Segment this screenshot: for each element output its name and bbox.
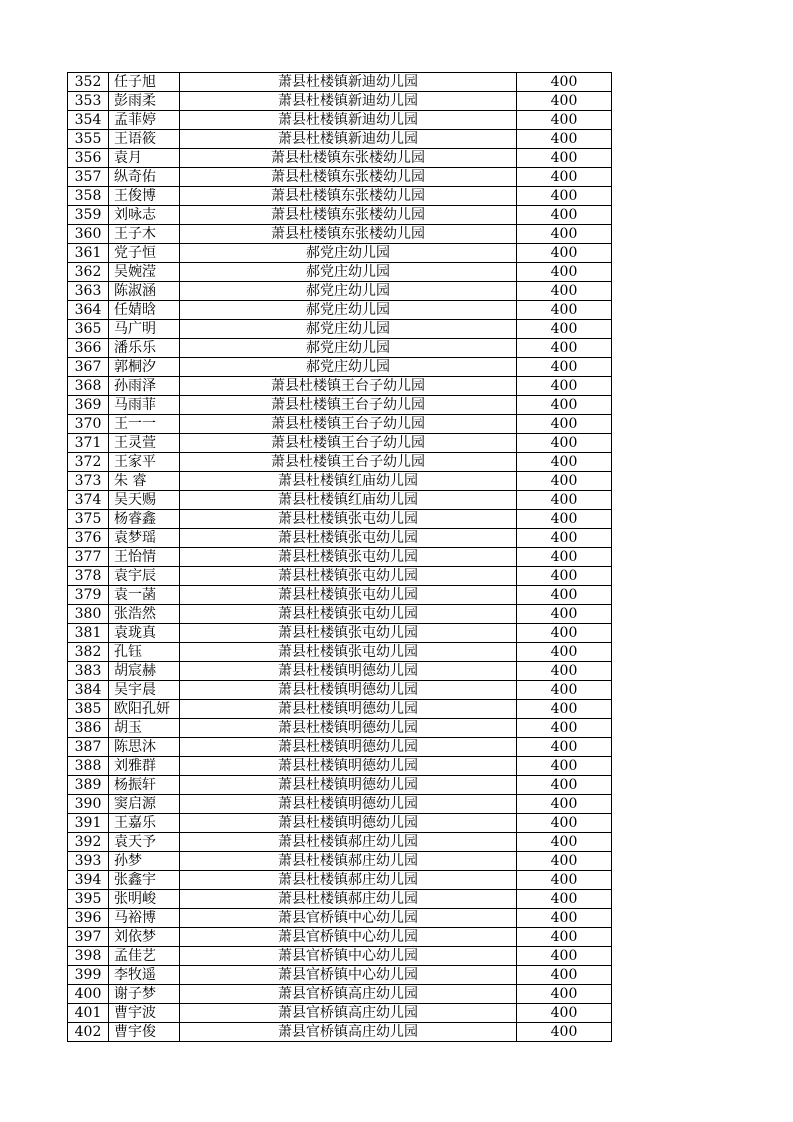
amount-cell: 400	[517, 149, 612, 168]
kindergarten-cell: 萧县官桥镇中心幼儿园	[180, 966, 517, 985]
table-row	[68, 130, 612, 149]
table-row	[68, 871, 612, 890]
row-number-cell: 356	[68, 149, 109, 168]
row-number-cell: 371	[68, 434, 109, 453]
amount-cell: 400	[517, 529, 612, 548]
amount-cell: 400	[517, 377, 612, 396]
table-row	[68, 738, 612, 757]
amount-cell: 400	[517, 320, 612, 339]
amount-cell: 400	[517, 814, 612, 833]
table-row	[68, 928, 612, 947]
row-number-cell: 359	[68, 206, 109, 225]
table-row	[68, 776, 612, 795]
row-number-cell: 376	[68, 529, 109, 548]
child-name-cell: 王灵萱	[109, 434, 180, 453]
kindergarten-cell: 萧县杜楼镇东张楼幼儿园	[180, 149, 517, 168]
kindergarten-cell: 萧县杜楼镇东张楼幼儿园	[180, 168, 517, 187]
child-name-cell: 吴天赐	[109, 491, 180, 510]
child-name-cell: 朱 睿	[109, 472, 180, 491]
amount-cell: 400	[517, 985, 612, 1004]
row-number-cell: 358	[68, 187, 109, 206]
kindergarten-cell: 萧县杜楼镇明德幼儿园	[180, 776, 517, 795]
table-row	[68, 282, 612, 301]
kindergarten-cell: 萧县杜楼镇明德幼儿园	[180, 738, 517, 757]
kindergarten-cell: 萧县杜楼镇张屯幼儿园	[180, 510, 517, 529]
amount-cell: 400	[517, 510, 612, 529]
row-number-cell: 399	[68, 966, 109, 985]
row-number-cell: 360	[68, 225, 109, 244]
amount-cell: 400	[517, 776, 612, 795]
amount-cell: 400	[517, 396, 612, 415]
amount-cell: 400	[517, 92, 612, 111]
row-number-cell: 354	[68, 111, 109, 130]
kindergarten-cell: 萧县杜楼镇郝庄幼儿园	[180, 833, 517, 852]
table-row	[68, 472, 612, 491]
amount-cell: 400	[517, 586, 612, 605]
kindergarten-cell: 萧县杜楼镇郝庄幼儿园	[180, 852, 517, 871]
child-name-cell: 刘雅群	[109, 757, 180, 776]
table-row	[68, 814, 612, 833]
child-name-cell: 张明峻	[109, 890, 180, 909]
kindergarten-cell: 萧县官桥镇高庄幼儿园	[180, 985, 517, 1004]
child-name-cell: 孔钰	[109, 643, 180, 662]
child-name-cell: 胡宸赫	[109, 662, 180, 681]
table-row	[68, 263, 612, 282]
amount-cell: 400	[517, 909, 612, 928]
table-row	[68, 795, 612, 814]
amount-cell: 400	[517, 643, 612, 662]
table-row	[68, 1004, 612, 1023]
row-number-cell: 401	[68, 1004, 109, 1023]
table-row	[68, 624, 612, 643]
table-body	[68, 73, 612, 1042]
row-number-cell: 357	[68, 168, 109, 187]
kindergarten-cell: 萧县杜楼镇张屯幼儿园	[180, 643, 517, 662]
amount-cell: 400	[517, 225, 612, 244]
amount-cell: 400	[517, 719, 612, 738]
amount-cell: 400	[517, 111, 612, 130]
table-row	[68, 947, 612, 966]
amount-cell: 400	[517, 244, 612, 263]
table-row	[68, 529, 612, 548]
kindergarten-cell: 萧县官桥镇高庄幼儿园	[180, 1023, 517, 1042]
table-row	[68, 833, 612, 852]
amount-cell: 400	[517, 263, 612, 282]
table-row	[68, 909, 612, 928]
child-name-cell: 刘咏志	[109, 206, 180, 225]
child-name-cell: 马裕博	[109, 909, 180, 928]
table-row	[68, 548, 612, 567]
kindergarten-cell: 萧县杜楼镇明德幼儿园	[180, 757, 517, 776]
row-number-cell: 394	[68, 871, 109, 890]
child-name-cell: 谢子梦	[109, 985, 180, 1004]
kindergarten-cell: 萧县杜楼镇张屯幼儿园	[180, 529, 517, 548]
child-name-cell: 王语筱	[109, 130, 180, 149]
kindergarten-cell: 萧县官桥镇中心幼儿园	[180, 947, 517, 966]
amount-cell: 400	[517, 833, 612, 852]
row-number-cell: 378	[68, 567, 109, 586]
kindergarten-cell: 萧县杜楼镇明德幼儿园	[180, 814, 517, 833]
child-name-cell: 潘乐乐	[109, 339, 180, 358]
row-number-cell: 392	[68, 833, 109, 852]
kindergarten-cell: 萧县杜楼镇东张楼幼儿园	[180, 206, 517, 225]
subsidy-table	[67, 72, 612, 1042]
row-number-cell: 361	[68, 244, 109, 263]
amount-cell: 400	[517, 947, 612, 966]
amount-cell: 400	[517, 206, 612, 225]
table-row	[68, 206, 612, 225]
row-number-cell: 363	[68, 282, 109, 301]
child-name-cell: 杨振轩	[109, 776, 180, 795]
child-name-cell: 郭桐汐	[109, 358, 180, 377]
table-row	[68, 301, 612, 320]
row-number-cell: 393	[68, 852, 109, 871]
row-number-cell: 374	[68, 491, 109, 510]
kindergarten-cell: 萧县杜楼镇明德幼儿园	[180, 681, 517, 700]
amount-cell: 400	[517, 168, 612, 187]
table-row	[68, 681, 612, 700]
kindergarten-cell: 萧县杜楼镇红庙幼儿园	[180, 491, 517, 510]
row-number-cell: 386	[68, 719, 109, 738]
table-row	[68, 73, 612, 92]
table-row	[68, 415, 612, 434]
table-row	[68, 149, 612, 168]
child-name-cell: 彭雨柔	[109, 92, 180, 111]
kindergarten-cell: 萧县杜楼镇明德幼儿园	[180, 700, 517, 719]
row-number-cell: 367	[68, 358, 109, 377]
kindergarten-cell: 郝党庄幼儿园	[180, 320, 517, 339]
kindergarten-cell: 萧县杜楼镇张屯幼儿园	[180, 624, 517, 643]
kindergarten-cell: 萧县杜楼镇张屯幼儿园	[180, 586, 517, 605]
child-name-cell: 袁一菡	[109, 586, 180, 605]
row-number-cell: 388	[68, 757, 109, 776]
amount-cell: 400	[517, 1004, 612, 1023]
amount-cell: 400	[517, 605, 612, 624]
row-number-cell: 366	[68, 339, 109, 358]
kindergarten-cell: 萧县杜楼镇王台子幼儿园	[180, 453, 517, 472]
amount-cell: 400	[517, 1023, 612, 1042]
amount-cell: 400	[517, 339, 612, 358]
kindergarten-cell: 萧县杜楼镇明德幼儿园	[180, 662, 517, 681]
row-number-cell: 381	[68, 624, 109, 643]
child-name-cell: 曹宇俊	[109, 1023, 180, 1042]
row-number-cell: 382	[68, 643, 109, 662]
table-row	[68, 244, 612, 263]
child-name-cell: 孙雨泽	[109, 377, 180, 396]
child-name-cell: 欧阳孔妍	[109, 700, 180, 719]
child-name-cell: 王一一	[109, 415, 180, 434]
table-row	[68, 985, 612, 1004]
amount-cell: 400	[517, 491, 612, 510]
amount-cell: 400	[517, 187, 612, 206]
child-name-cell: 袁天予	[109, 833, 180, 852]
kindergarten-cell: 郝党庄幼儿园	[180, 263, 517, 282]
child-name-cell: 曹宇波	[109, 1004, 180, 1023]
kindergarten-cell: 萧县官桥镇高庄幼儿园	[180, 1004, 517, 1023]
child-name-cell: 袁月	[109, 149, 180, 168]
table-row	[68, 491, 612, 510]
table-row	[68, 168, 612, 187]
kindergarten-cell: 萧县官桥镇中心幼儿园	[180, 928, 517, 947]
table-row	[68, 92, 612, 111]
child-name-cell: 陈淑涵	[109, 282, 180, 301]
kindergarten-cell: 萧县杜楼镇东张楼幼儿园	[180, 225, 517, 244]
child-name-cell: 张浩然	[109, 605, 180, 624]
amount-cell: 400	[517, 662, 612, 681]
child-name-cell: 李牧遥	[109, 966, 180, 985]
row-number-cell: 383	[68, 662, 109, 681]
row-number-cell: 377	[68, 548, 109, 567]
row-number-cell: 369	[68, 396, 109, 415]
child-name-cell: 王子木	[109, 225, 180, 244]
row-number-cell: 397	[68, 928, 109, 947]
amount-cell: 400	[517, 567, 612, 586]
amount-cell: 400	[517, 73, 612, 92]
row-number-cell: 370	[68, 415, 109, 434]
kindergarten-cell: 萧县杜楼镇新迪幼儿园	[180, 111, 517, 130]
row-number-cell: 400	[68, 985, 109, 1004]
kindergarten-cell: 萧县杜楼镇东张楼幼儿园	[180, 187, 517, 206]
child-name-cell: 刘依梦	[109, 928, 180, 947]
amount-cell: 400	[517, 928, 612, 947]
child-name-cell: 王嘉乐	[109, 814, 180, 833]
kindergarten-cell: 萧县杜楼镇新迪幼儿园	[180, 130, 517, 149]
table-row	[68, 662, 612, 681]
child-name-cell: 马雨菲	[109, 396, 180, 415]
table-row	[68, 700, 612, 719]
table-row	[68, 510, 612, 529]
kindergarten-cell: 郝党庄幼儿园	[180, 358, 517, 377]
row-number-cell: 372	[68, 453, 109, 472]
child-name-cell: 任婧晗	[109, 301, 180, 320]
child-name-cell: 王怡情	[109, 548, 180, 567]
kindergarten-cell: 郝党庄幼儿园	[180, 339, 517, 358]
amount-cell: 400	[517, 434, 612, 453]
child-name-cell: 陈思沐	[109, 738, 180, 757]
child-name-cell: 张鑫宇	[109, 871, 180, 890]
amount-cell: 400	[517, 681, 612, 700]
row-number-cell: 355	[68, 130, 109, 149]
child-name-cell: 杨睿鑫	[109, 510, 180, 529]
kindergarten-cell: 郝党庄幼儿园	[180, 282, 517, 301]
table-row	[68, 111, 612, 130]
kindergarten-cell: 萧县杜楼镇张屯幼儿园	[180, 548, 517, 567]
child-name-cell: 袁宇辰	[109, 567, 180, 586]
amount-cell: 400	[517, 415, 612, 434]
table-row	[68, 719, 612, 738]
row-number-cell: 352	[68, 73, 109, 92]
child-name-cell: 窦启源	[109, 795, 180, 814]
amount-cell: 400	[517, 301, 612, 320]
row-number-cell: 389	[68, 776, 109, 795]
amount-cell: 400	[517, 700, 612, 719]
table-row	[68, 320, 612, 339]
table-row	[68, 852, 612, 871]
amount-cell: 400	[517, 472, 612, 491]
child-name-cell: 吴宇晨	[109, 681, 180, 700]
child-name-cell: 孟佳艺	[109, 947, 180, 966]
row-number-cell: 365	[68, 320, 109, 339]
amount-cell: 400	[517, 966, 612, 985]
child-name-cell: 孙梦	[109, 852, 180, 871]
kindergarten-cell: 萧县杜楼镇张屯幼儿园	[180, 605, 517, 624]
amount-cell: 400	[517, 358, 612, 377]
kindergarten-cell: 郝党庄幼儿园	[180, 244, 517, 263]
kindergarten-cell: 萧县杜楼镇明德幼儿园	[180, 719, 517, 738]
row-number-cell: 390	[68, 795, 109, 814]
table-row	[68, 966, 612, 985]
amount-cell: 400	[517, 453, 612, 472]
row-number-cell: 387	[68, 738, 109, 757]
child-name-cell: 马广明	[109, 320, 180, 339]
table-row	[68, 377, 612, 396]
table-row	[68, 453, 612, 472]
amount-cell: 400	[517, 852, 612, 871]
row-number-cell: 368	[68, 377, 109, 396]
kindergarten-cell: 萧县官桥镇中心幼儿园	[180, 909, 517, 928]
child-name-cell: 孟菲婷	[109, 111, 180, 130]
kindergarten-cell: 萧县杜楼镇王台子幼儿园	[180, 415, 517, 434]
table-row	[68, 586, 612, 605]
kindergarten-cell: 萧县杜楼镇红庙幼儿园	[180, 472, 517, 491]
child-name-cell: 吴婉滢	[109, 263, 180, 282]
row-number-cell: 362	[68, 263, 109, 282]
table-row	[68, 358, 612, 377]
row-number-cell: 402	[68, 1023, 109, 1042]
row-number-cell: 353	[68, 92, 109, 111]
row-number-cell: 398	[68, 947, 109, 966]
amount-cell: 400	[517, 130, 612, 149]
child-name-cell: 袁梦瑶	[109, 529, 180, 548]
table-row	[68, 890, 612, 909]
amount-cell: 400	[517, 890, 612, 909]
amount-cell: 400	[517, 795, 612, 814]
table-row	[68, 757, 612, 776]
table-row	[68, 1023, 612, 1042]
table-row	[68, 396, 612, 415]
child-name-cell: 胡玉	[109, 719, 180, 738]
table-row	[68, 605, 612, 624]
kindergarten-cell: 萧县杜楼镇新迪幼儿园	[180, 73, 517, 92]
child-name-cell: 袁珑真	[109, 624, 180, 643]
row-number-cell: 364	[68, 301, 109, 320]
row-number-cell: 395	[68, 890, 109, 909]
child-name-cell: 党子恒	[109, 244, 180, 263]
row-number-cell: 379	[68, 586, 109, 605]
kindergarten-cell: 萧县杜楼镇郝庄幼儿园	[180, 890, 517, 909]
kindergarten-cell: 萧县杜楼镇王台子幼儿园	[180, 377, 517, 396]
amount-cell: 400	[517, 871, 612, 890]
amount-cell: 400	[517, 757, 612, 776]
amount-cell: 400	[517, 624, 612, 643]
table-row	[68, 339, 612, 358]
kindergarten-cell: 萧县杜楼镇明德幼儿园	[180, 795, 517, 814]
child-name-cell: 王俊博	[109, 187, 180, 206]
kindergarten-cell: 萧县杜楼镇王台子幼儿园	[180, 434, 517, 453]
child-name-cell: 任子旭	[109, 73, 180, 92]
kindergarten-cell: 萧县杜楼镇张屯幼儿园	[180, 567, 517, 586]
child-name-cell: 纵奇佑	[109, 168, 180, 187]
row-number-cell: 375	[68, 510, 109, 529]
row-number-cell: 385	[68, 700, 109, 719]
table-row	[68, 225, 612, 244]
row-number-cell: 384	[68, 681, 109, 700]
amount-cell: 400	[517, 282, 612, 301]
amount-cell: 400	[517, 548, 612, 567]
kindergarten-cell: 萧县杜楼镇王台子幼儿园	[180, 396, 517, 415]
row-number-cell: 391	[68, 814, 109, 833]
kindergarten-cell: 郝党庄幼儿园	[180, 301, 517, 320]
child-name-cell: 王家平	[109, 453, 180, 472]
row-number-cell: 373	[68, 472, 109, 491]
table-row	[68, 434, 612, 453]
table-row	[68, 567, 612, 586]
amount-cell: 400	[517, 738, 612, 757]
table-row	[68, 187, 612, 206]
table-row	[68, 643, 612, 662]
row-number-cell: 396	[68, 909, 109, 928]
row-number-cell: 380	[68, 605, 109, 624]
kindergarten-cell: 萧县杜楼镇郝庄幼儿园	[180, 871, 517, 890]
kindergarten-cell: 萧县杜楼镇新迪幼儿园	[180, 92, 517, 111]
